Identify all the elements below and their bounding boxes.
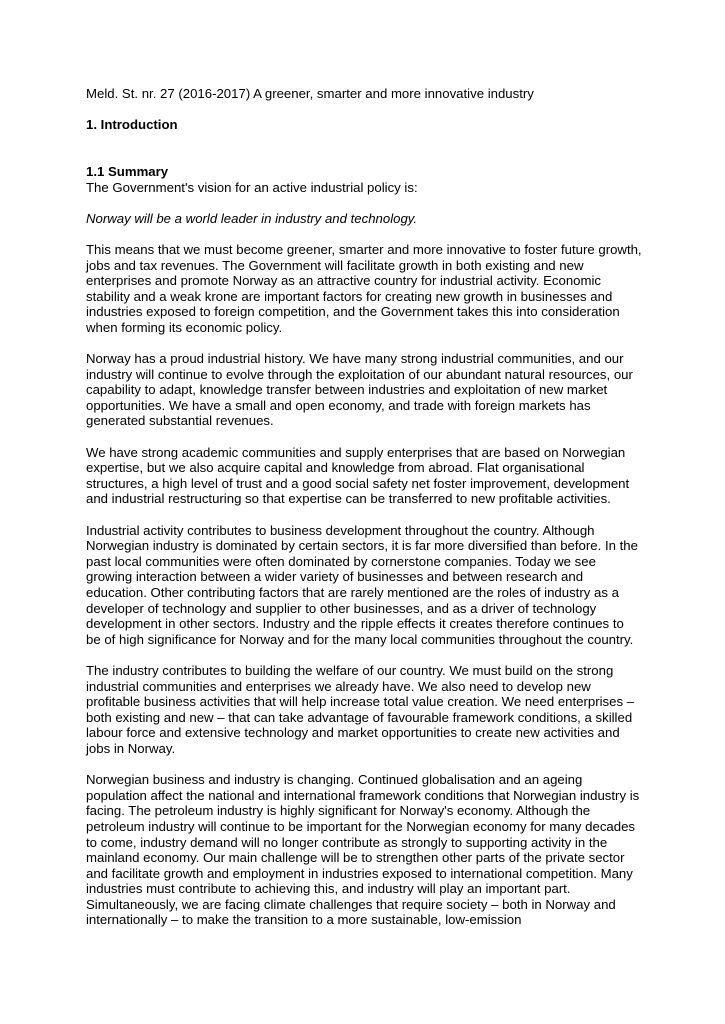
paragraph: The industry contributes to building the welfare of our country. We must build on the strong industrial communities and enterprises we already have. We also need to develop new profitable business activities that will help increase total value creation. We need enterprises – both existing and new – that can take advantage of favourable framework conditions, a skilled labour force and extensive technology and market opportunities to create new activities and jobs in Norway.	[86, 662, 635, 756]
intro-line: The Government's vision for an active industrial policy is:	[86, 179, 418, 195]
document-title: Meld. St. nr. 27 (2016-2017) A greener, smarter and more innovative industry	[86, 86, 534, 101]
paragraph: Industrial activity contributes to business development throughout the country. Although Norwegian industry is dominated by certain sectors, it is far more diversified than before. In the past local communities were often dominated by cornerstone companies. Today we see growing interaction between a wider variety of businesses and between research and education. Other contributing factors that are rarely mentioned are the roles of industry as a developer of technology and supplier to other businesses, and as a driver of technology development in other sectors. Industry and the ripple effects it creates therefore continues to be of high significance for Norway and for the many local communities throughout the country.	[86, 522, 638, 647]
paragraph: This means that we must become greener, smarter and more innovative to foster future growth, jobs and tax revenues. The Government will facilitate growth in both existing and new enterprises and promote Norway as an attractive country for industrial activity. Economic stability and a weak krone are important factors for creating new growth in businesses and industries exposed to foreign competition, and the Government takes this into consideration when forming its economic policy.	[86, 241, 642, 335]
paragraph: Norwegian business and industry is changing. Continued globalisation and an ageing population affect the national and international framework conditions that Norwegian industry is facing. The petroleum industry is highly significant for Norway's economy. Although the petroleum industry will continue to be important for the Norwegian economy for many decades to come, industry demand will no longer contribute as strongly to supporting activity in the mainland economy. Our main challenge will be to strengthen other parts of the private sector and facilitate growth and employment in industries exposed to international competition. Many industries must contribute to achieving this, and industry will play an important part. Simultaneously, we are facing climate challenges that require society – both in Norway and internationally – to make the transition to a more sustainable, low-emission	[86, 772, 640, 928]
paragraph: Norway has a proud industrial history. We have many strong industrial communities, and our industry will continue to evolve through the exploitation of our abundant natural resources, our capability to adapt, knowledge transfer between industries and exploitation of new market opportunities. We have a small and open economy, and trade with foreign markets has generated substantial revenues.	[86, 351, 633, 429]
document-page	[86, 86, 642, 928]
section-heading: 1. Introduction	[86, 117, 178, 133]
vision-statement: Norway will be a world leader in industry and technology.	[86, 210, 418, 226]
paragraph: We have strong academic communities and supply enterprises that are based on Norwegian expertise, but we also acquire capital and knowledge from abroad. Flat organisational structures, a high level of trust and a good social safety net foster improvement, development and industrial restructuring so that expertise can be transferred to new profitable activities.	[86, 444, 630, 507]
subsection-heading: 1.1 Summary	[86, 163, 169, 179]
